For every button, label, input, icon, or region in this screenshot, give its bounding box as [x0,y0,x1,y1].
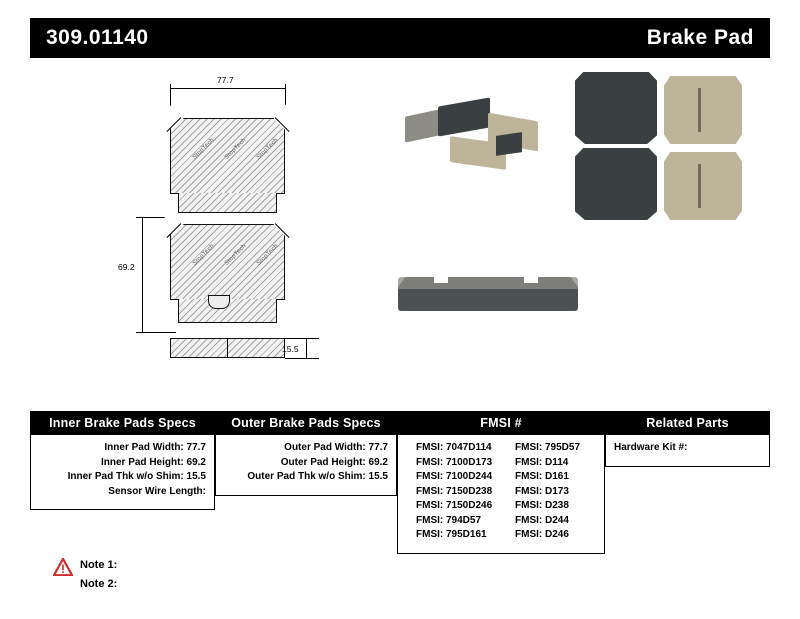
pad-photo-small-5 [496,132,522,156]
table-row: Outer Pad Height: 69.2 [280,456,388,468]
pad-photo-large-backplate-1 [575,72,657,144]
inner-pad-lower-drawing [178,193,277,213]
table-row: FMSI: D238 [515,500,569,511]
notes-block [80,556,117,594]
dim-thickness-label: 15.5 [282,344,299,354]
brand-mark: StopTech [191,137,216,161]
pad-photo-large-friction-1 [664,76,742,144]
warning-icon [53,558,73,576]
table-row: FMSI: 795D161 [416,529,487,540]
brand-mark: StopTech [191,243,216,267]
drawing-area [30,62,770,392]
table-outer-specs [215,411,397,496]
table-row: FMSI: D173 [515,485,569,497]
dim-thickness-tick-top [285,338,319,339]
table-row: FMSI: 7100D244 [416,471,493,482]
table-related-parts [605,411,770,467]
brand-mark: StopTech [223,137,248,161]
note-1: Note 1: [80,559,118,571]
table-row: FMSI: 795D57 [515,442,581,453]
dim-height-label: 69.2 [118,262,135,272]
table-row: FMSI: 7150D238 [416,485,493,497]
table-related-header: Related Parts [606,412,769,435]
table-row: FMSI: 794D57 [416,514,482,526]
page-title: Brake Pad [646,26,754,49]
table-row: FMSI: 7100D173 [416,456,493,468]
dim-height-line [142,217,143,332]
pad-photo-large-friction-2 [664,152,742,220]
dim-width-label: 77.7 [217,75,234,85]
table-row: FMSI: D246 [515,529,569,540]
table-row: Inner Pad Height: 69.2 [100,456,206,468]
brand-mark: StopTech [255,137,280,161]
dim-thickness-line [306,338,307,358]
dim-thickness-tick-bottom [285,358,319,359]
table-inner-body [31,435,214,509]
dim-width-line [170,88,285,89]
fmsi-column-1 [406,441,501,543]
table-fmsi [397,411,605,554]
table-outer-header: Outer Brake Pads Specs [216,412,396,435]
table-outer-body [216,435,396,495]
pad-edge-split [227,338,228,358]
brand-mark: StopTech [223,243,248,267]
pad-photo-large-backplate-2 [575,148,657,220]
table-row: Inner Pad Width: 77.7 [104,442,206,453]
table-inner-header: Inner Brake Pads Specs [31,412,214,435]
pad-photo-small-2 [438,97,490,136]
outer-pad-sensor-slot [208,295,230,309]
table-row: FMSI: D244 [515,514,569,526]
table-row: FMSI: 7150D246 [416,500,493,511]
pad-photo-slot-2 [698,164,701,208]
table-row: FMSI: 7047D114 [416,442,492,453]
table-row: Outer Pad Width: 77.7 [284,442,388,453]
pad-photo-edge-notch-right [524,275,538,283]
table-fmsi-body [398,435,604,553]
table-row: Hardware Kit #: [614,442,688,453]
part-number: 309.01140 [46,26,149,49]
header-bar [30,18,770,58]
fmsi-column-2 [501,441,596,543]
table-row: Inner Pad Thk w/o Shim: 15.5 [67,471,206,482]
pad-photo-edge-notch-left [434,275,448,283]
table-related-body [606,435,769,466]
pad-photo-slot-1 [698,88,701,132]
table-row: FMSI: D114 [515,456,569,468]
brand-mark: StopTech [255,243,280,267]
dim-height-tick-bottom [136,332,176,333]
pad-photo-edge-backplate [398,277,578,289]
table-row: FMSI: D161 [515,471,569,482]
table-row: Sensor Wire Length: [108,485,206,497]
table-fmsi-header: FMSI # [398,412,604,435]
table-row: Outer Pad Thk w/o Shim: 15.5 [247,471,388,482]
table-inner-specs [30,411,215,510]
note-2: Note 2: [80,578,118,590]
